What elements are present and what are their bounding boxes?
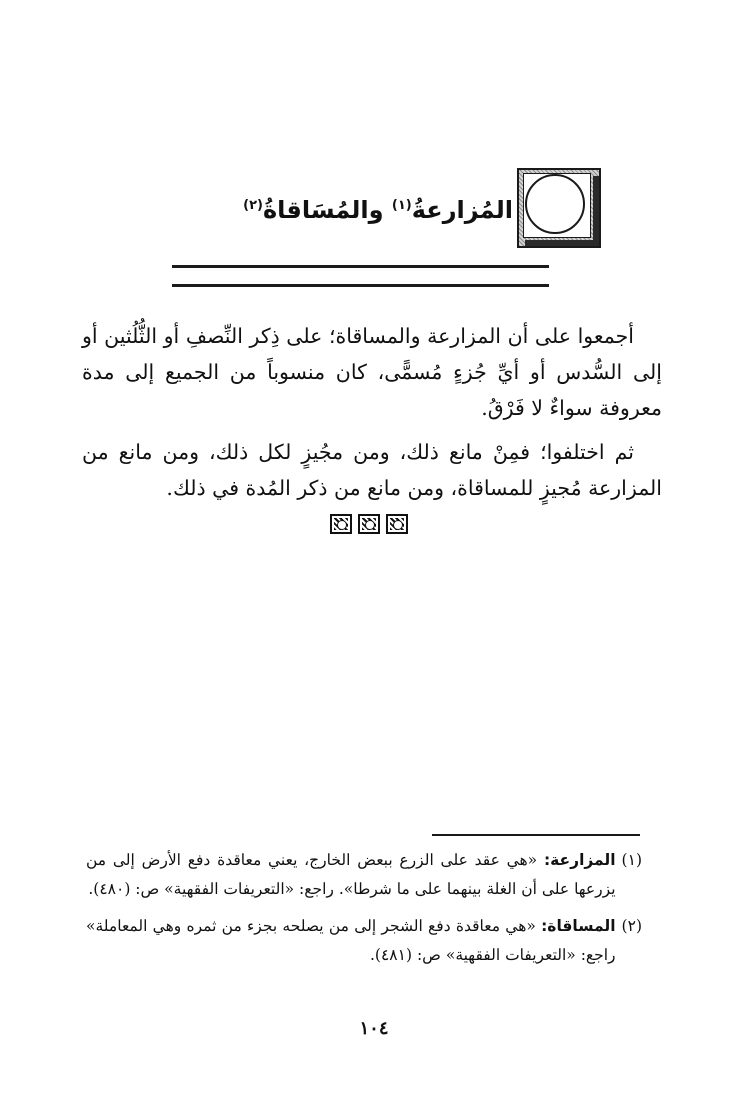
ornament-shadow-right	[593, 176, 599, 246]
ornament-glyph-icon	[330, 514, 352, 534]
title-divider-bottom	[172, 284, 549, 287]
footnote-body	[86, 846, 616, 904]
footnote-separator	[432, 834, 640, 836]
chapter-title-part1: المُزارعةُ	[411, 196, 513, 224]
chapter-title	[243, 196, 513, 224]
footnote-number: (٢)	[621, 917, 642, 935]
ornament-shadow-bottom	[525, 240, 599, 246]
ornament-glyph-icon	[386, 514, 408, 534]
main-text	[82, 318, 662, 514]
section-end-ornament	[330, 514, 420, 536]
footnote-ref-1[interactable]: (١)	[391, 198, 412, 213]
page-number: ١٠٤	[359, 1018, 389, 1039]
title-divider-top	[172, 265, 549, 268]
paragraph-2: ثم اختلفوا؛ فمِنْ مانع ذلك، ومن مجُيزٍ لكل ذلك، ومن مانع من المزارعة مُجيزٍ للمساقاة، ومن مانع من ذكر المُدة في ذلك.	[82, 440, 662, 500]
footnote-ref-2[interactable]: (٢)	[243, 198, 263, 213]
chapter-ornament-icon	[517, 168, 601, 248]
chapter-title-part2: والمُسَاقاةُ	[262, 196, 392, 224]
paragraph-1: أجمعوا على أن المزارعة والمساقاة؛ على ذِكر النِّصفِ أو الثُّلُثين أو إلى السُّدس أو أيِّ جُزءٍ مُسمًّى، كان منسوباً من الجميع إلى مدة معروفة سواءٌ لا فَرْقُ.	[82, 324, 662, 420]
footnote-number: (١)	[621, 851, 642, 869]
footnote-term: المزارعة:	[543, 851, 616, 869]
footnote-2	[86, 912, 642, 970]
footnote-text: «هي عقد على الزرع ببعض الخارج، يعني معاقدة دفع الأرض إلى من يزرعها على أن الغلة بينهما على ما شرطا». راجع: «التعريفات الفقهية» ص: (٤٨٠).	[86, 851, 616, 898]
footnote-1	[86, 846, 642, 904]
footnote-text: «هي معاقدة دفع الشجر إلى من يصلحه بجزء من ثمره وهي المعاملة» راجع: «التعريفات الفقهية» ص: (٤٨١).	[86, 917, 616, 964]
ornament-circle	[525, 174, 585, 234]
footnote-body	[86, 912, 616, 970]
ornament-glyph-icon	[358, 514, 380, 534]
footnote-term: المساقاة:	[541, 917, 616, 935]
footnotes	[86, 846, 642, 978]
